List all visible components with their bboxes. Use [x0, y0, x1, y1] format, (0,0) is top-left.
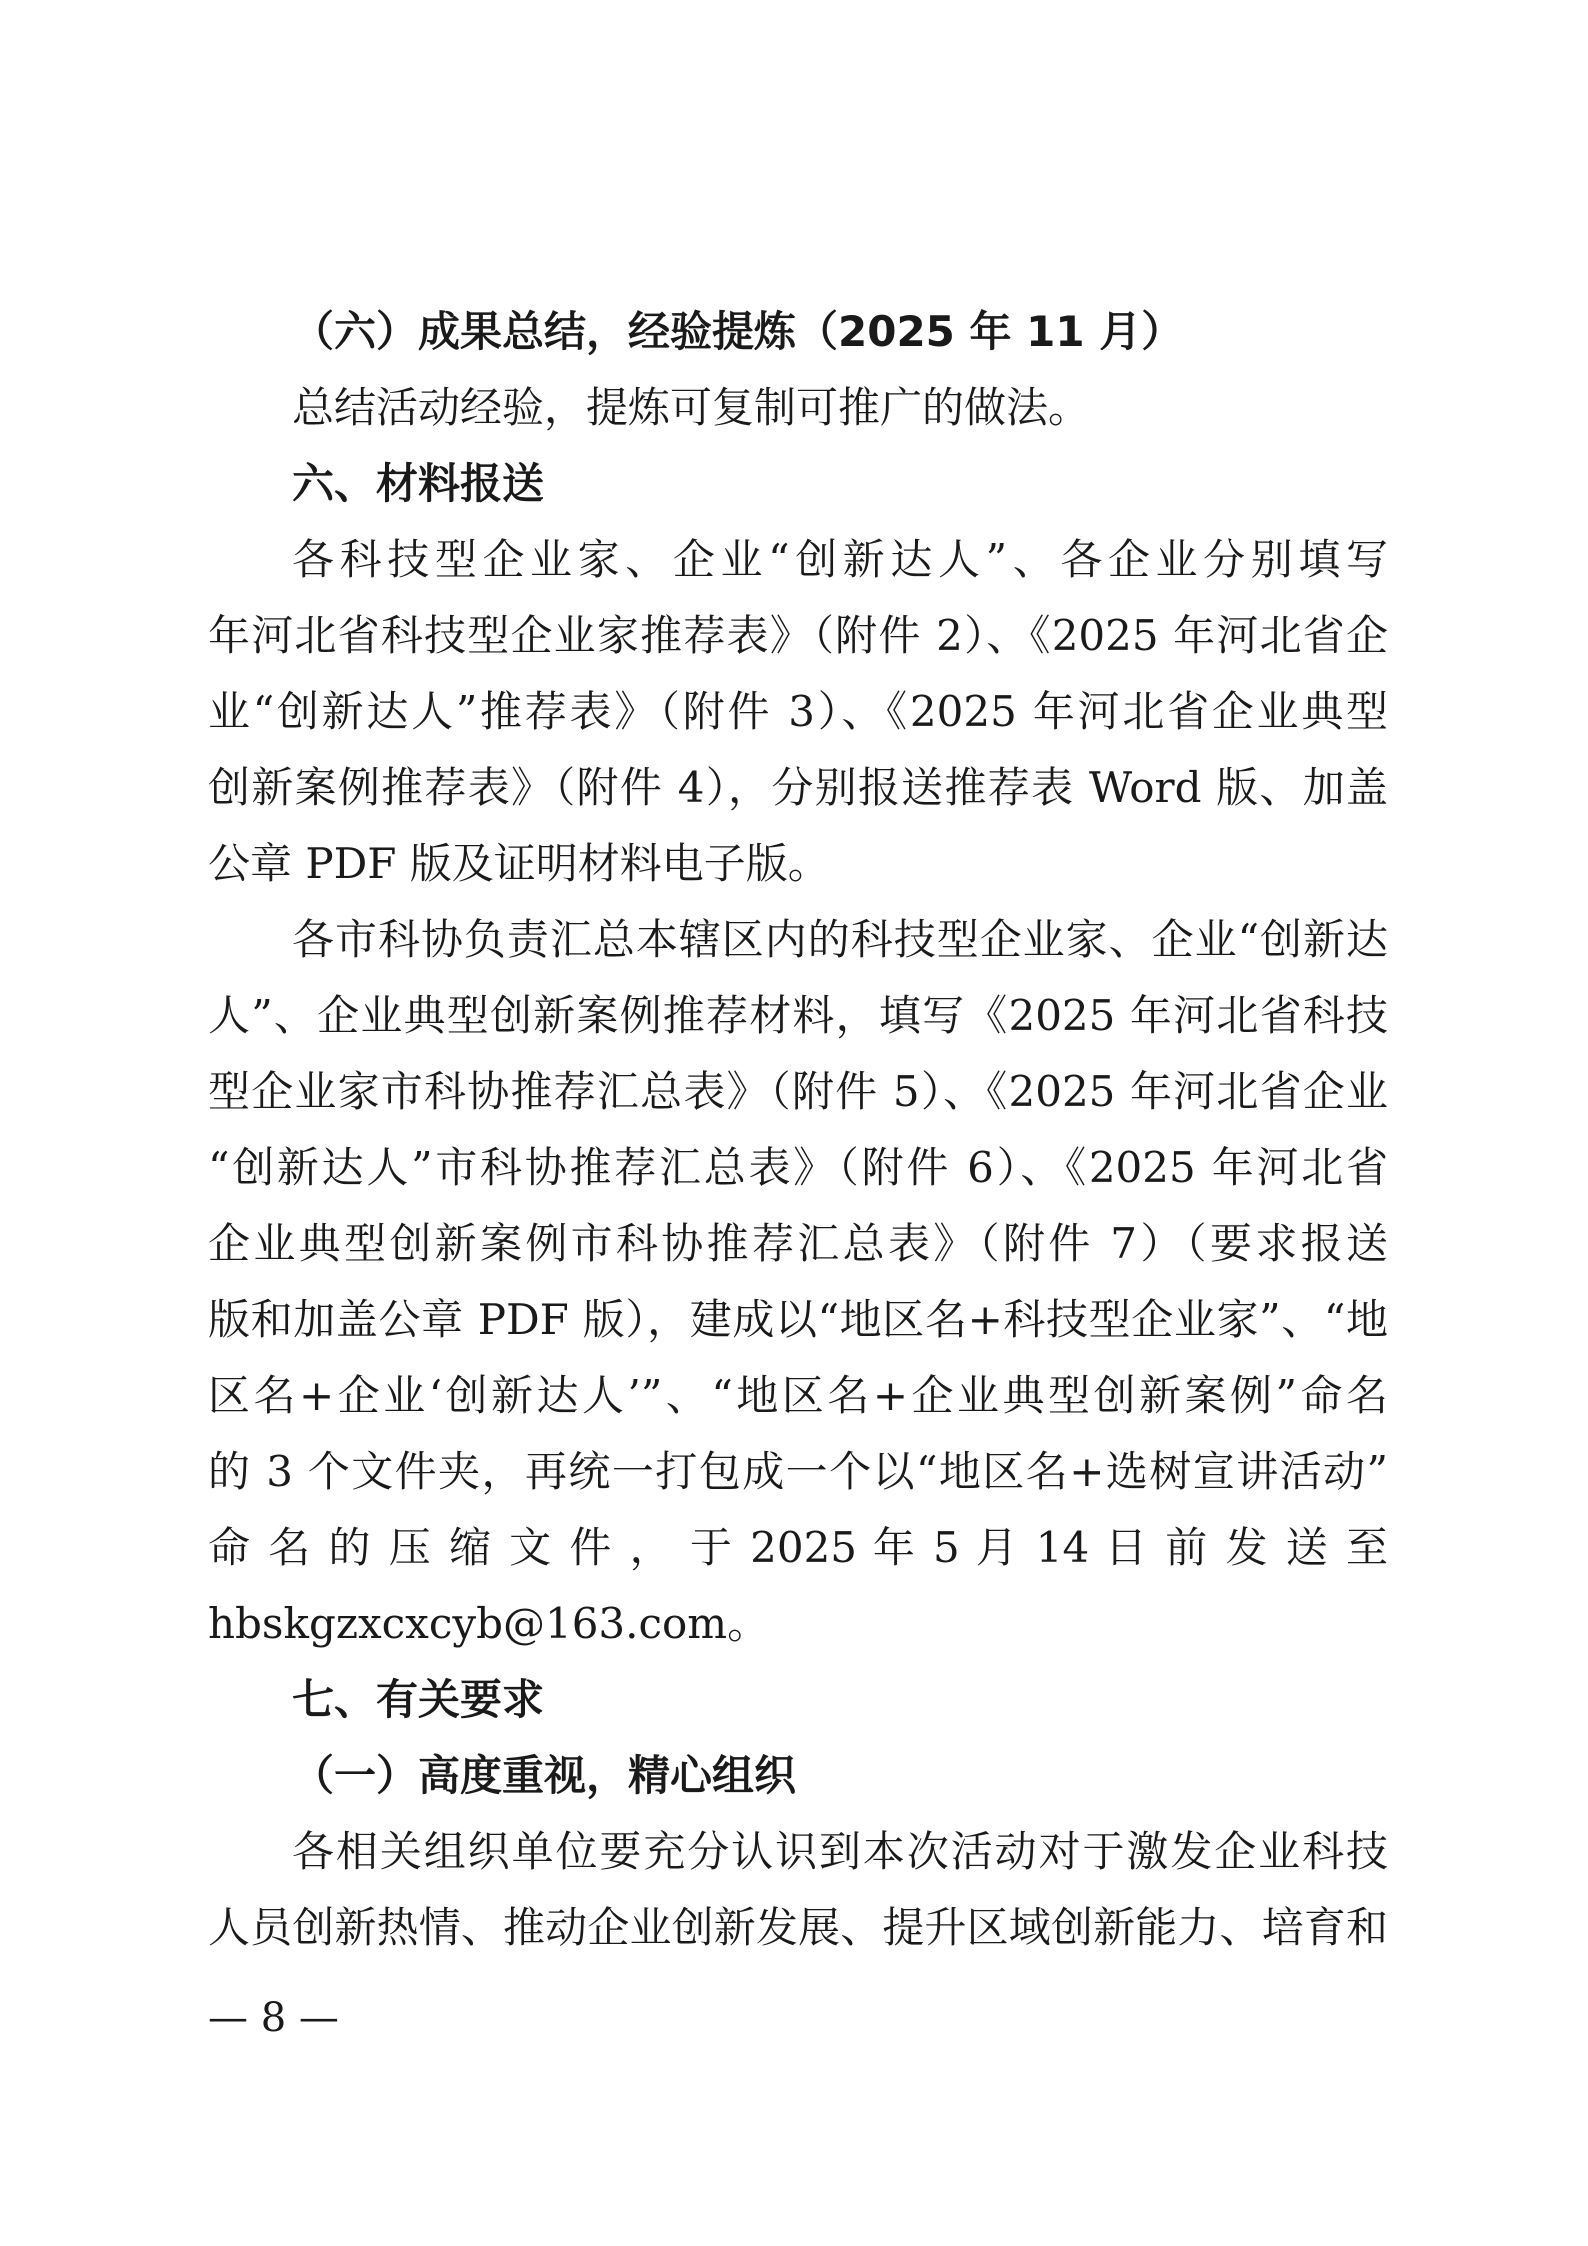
- subheading-6: （六）成果总结，经验提炼（2025 年 11 月）: [292, 307, 1184, 356]
- para1-line-4: 创新案例推荐表》（附件 4），分别报送推荐表 Word 版、加盖: [208, 763, 1388, 812]
- section7-1-line-1: 各相关组织单位要充分认识到本次活动对于激发企业科技: [292, 1827, 1388, 1876]
- subheading-7-1: （一）高度重视，精心组织: [292, 1751, 797, 1800]
- para2-line-4: “创新达人”市科协推荐汇总表》（附件 6）、《2025 年河北省: [208, 1143, 1388, 1192]
- heading-requirements: 七、有关要求: [292, 1675, 545, 1724]
- para2-line-5: 企业典型创新案例市科协推荐汇总表》（附件 7）（要求报送: [208, 1219, 1388, 1268]
- para2-line-1: 各市科协负责汇总本辖区内的科技型企业家、企业“创新达: [292, 915, 1388, 964]
- para1-line-2: 年河北省科技型企业家推荐表》（附件 2）、《2025 年河北省企: [208, 611, 1388, 660]
- para2-line-6: 版和加盖公章 PDF 版），建成以“地区名+科技型企业家”、“地: [208, 1295, 1388, 1344]
- para2-line-9: 命 名 的 压 缩 文 件 ， 于 2025 年 5 月 14 日 前 发 送 至: [208, 1523, 1388, 1572]
- page-number: — 8 —: [208, 1995, 339, 2041]
- para1-line-1: 各科技型企业家、企业“创新达人”、各企业分别填写: [292, 535, 1388, 584]
- para2-line-7: 区名+企业‘创新达人’”、“地区名+企业典型创新案例”命名: [208, 1371, 1388, 1420]
- para2-line-3: 型企业家市科协推荐汇总表》（附件 5）、《2025 年河北省企业: [208, 1067, 1388, 1116]
- para2-line-10-email: hbskgzxcxcyb@163.com。: [208, 1599, 770, 1648]
- para2-line-8: 的 3 个文件夹，再统一打包成一个以“地区名+选树宣讲活动”: [208, 1447, 1388, 1496]
- para2-line-2: 人”、企业典型创新案例推荐材料，填写《2025 年河北省科技: [208, 991, 1388, 1040]
- section6-body: 总结活动经验，提炼可复制可推广的做法。: [292, 383, 1091, 432]
- para1-line-3: 业“创新达人”推荐表》（附件 3）、《2025 年河北省企业典型: [208, 687, 1388, 736]
- para1-line-5: 公章 PDF 版及证明材料电子版。: [208, 839, 830, 888]
- section7-1-line-2: 人员创新热情、推动企业创新发展、提升区域创新能力、培育和: [208, 1903, 1388, 1952]
- heading-materials-submission: 六、材料报送: [292, 459, 545, 508]
